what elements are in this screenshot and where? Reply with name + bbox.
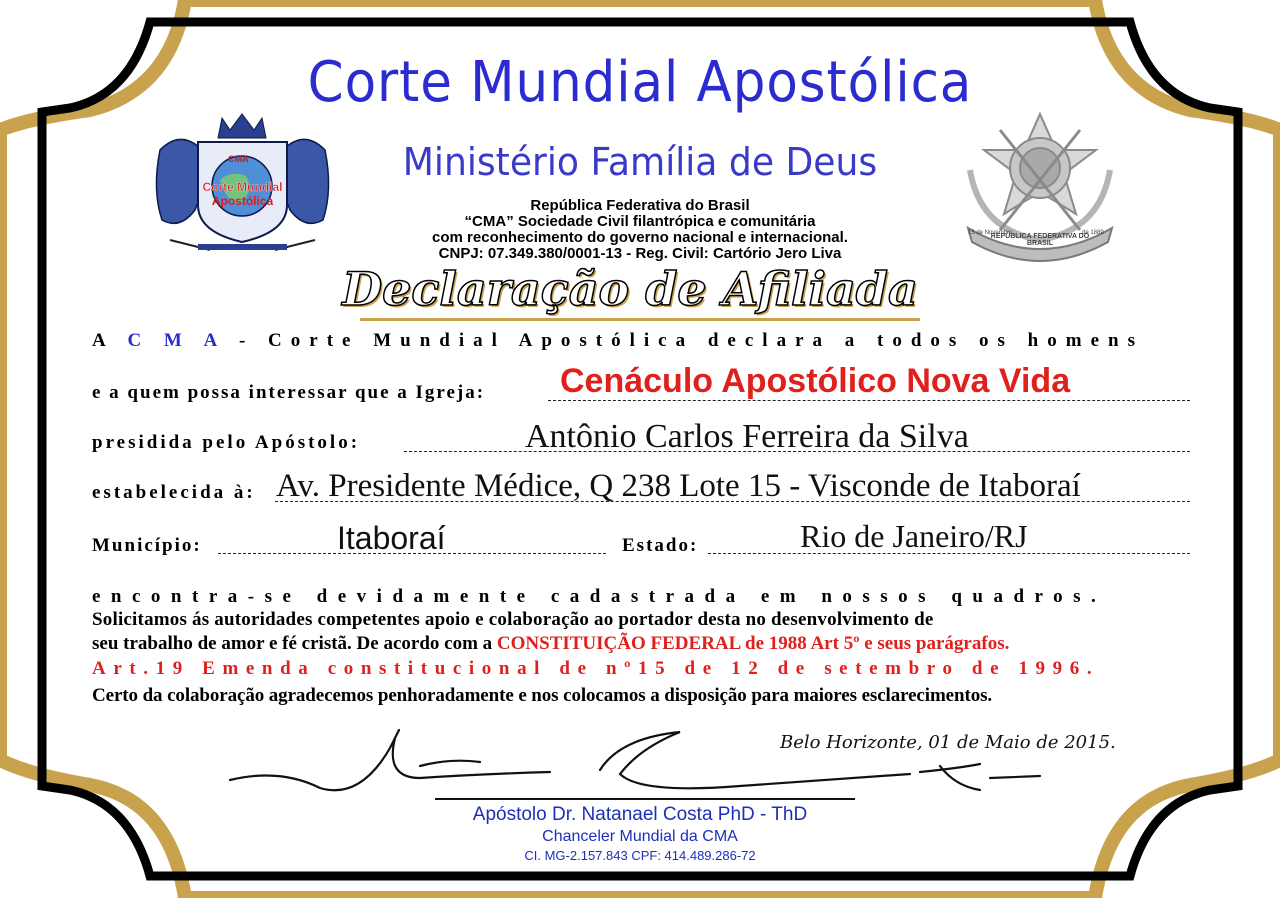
- seal-ribbon-text: REPÚBLICA FEDERATIVA DO BRASIL: [990, 233, 1090, 247]
- intro-rest: - Corte Mundial Apostólica declara a todos os homens: [238, 330, 1144, 351]
- address-value: Av. Presidente Médice, Q 238 Lote 15 - Visconde de Itaboraí: [276, 468, 1081, 504]
- body-line-3: [92, 632, 1190, 656]
- crest-text-line-2: Apostólica: [211, 194, 274, 208]
- church-label: e a quem possa interessar que a Igreja:: [92, 382, 486, 403]
- signer-ids: CI. MG-2.157.843 CPF: 414.489.286-72: [524, 848, 756, 863]
- president-label: presidida pelo Apóstolo:: [92, 432, 361, 453]
- body-line-5: Certo da colaboração agradecemos penhoradamente e nos colocamos a disposição para maiores esclarecimentos.: [92, 685, 993, 706]
- crest-text-line-1: Corte Mundial: [202, 180, 283, 194]
- body-line-3-constitution: CONSTITUIÇÃO FEDERAL de 1988 Art 5º e seus parágrafos.: [496, 633, 1010, 654]
- registration-line-4: CNPJ: 07.349.380/0001-13 - Reg. Civil: Cartório Jero Liva: [438, 245, 842, 262]
- intro-line: [92, 330, 1192, 352]
- address-label: estabelecida à:: [92, 482, 256, 503]
- document-subtitle: Ministério Família de Deus: [402, 140, 878, 184]
- seal-ribbon-left: 15 de Novembro: [968, 230, 1013, 236]
- intro-a: A: [92, 330, 114, 351]
- place-date: Belo Horizonte, 01 de Maio de 2015.: [780, 732, 1116, 753]
- signature-line: [435, 798, 855, 800]
- registration-line-2: “CMA” Sociedade Civil filantrópica e comunitária: [464, 213, 816, 230]
- declaration-underline: [360, 318, 920, 321]
- signer-role: Chanceler Mundial da CMA: [542, 828, 738, 845]
- intro-cma: C M A: [127, 330, 226, 351]
- body-line-1: encontra-se devidamente cadastrada em nossos quadros.: [92, 586, 1107, 607]
- cma-crest-icon: [150, 110, 335, 260]
- registration-line-1: República Federativa do Brasil: [530, 197, 750, 214]
- document-title: Corte Mundial Apostólica: [307, 50, 973, 115]
- signer-name: Apóstolo Dr. Natanael Costa PhD - ThD: [472, 804, 808, 825]
- seal-ribbon-right: de 1889: [1082, 230, 1104, 236]
- body-line-2: Solicitamos ás autoridades competentes apoio e colaboração ao portador desta no desenvolvimento de: [92, 609, 934, 630]
- president-value: Antônio Carlos Ferreira da Silva: [525, 418, 969, 455]
- declaration-title: Declaração de Afiliada: [342, 262, 918, 316]
- body-line-4: Art.19 Emenda constitucional de nº15 de 12 de setembro de 1996.: [92, 658, 1100, 679]
- crest-text-top: CMA: [228, 154, 249, 164]
- body-line-3-text: seu trabalho de amor e fé cristã. De acordo com a: [92, 633, 493, 654]
- signature-icon: [220, 708, 1060, 808]
- church-value: Cenáculo Apostólico Nova Vida: [560, 362, 1071, 400]
- state-value: Rio de Janeiro/RJ: [800, 518, 1028, 554]
- brazil-coat-of-arms-icon: [960, 110, 1120, 265]
- municipality-value: Itaboraí: [337, 520, 446, 556]
- registration-line-3: com reconhecimento do governo nacional e internacional.: [432, 229, 848, 246]
- municipality-label: Município:: [92, 535, 202, 556]
- state-label: Estado:: [622, 535, 699, 556]
